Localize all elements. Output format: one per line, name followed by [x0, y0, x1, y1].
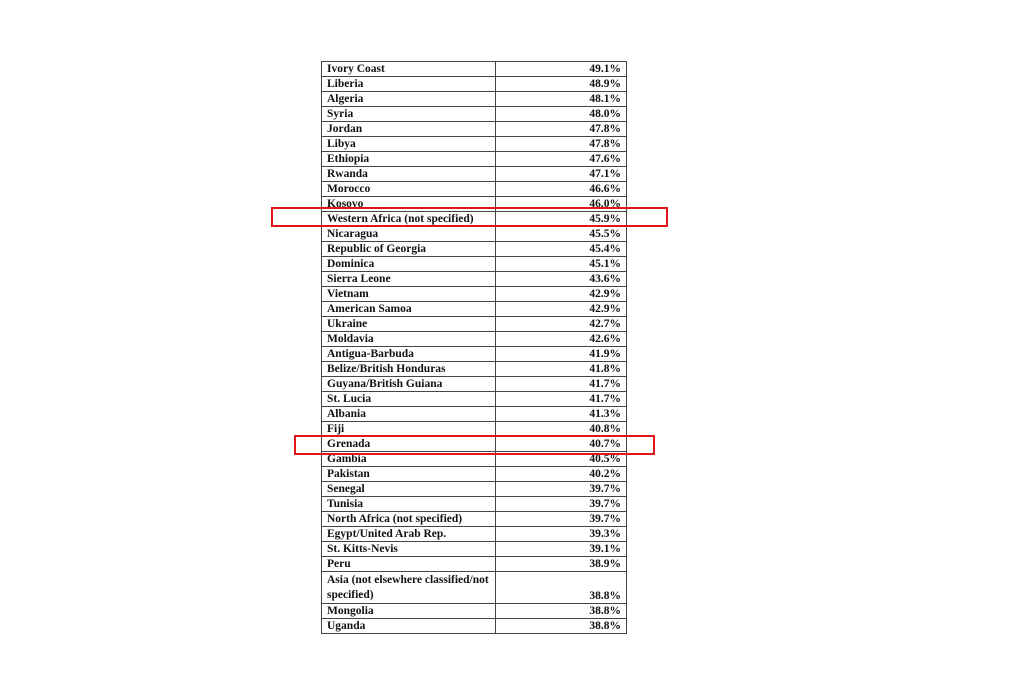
country-cell: Morocco: [322, 182, 496, 197]
table-row: [322, 137, 627, 152]
percent-cell: 41.8%: [495, 362, 626, 377]
country-cell: Egypt/United Arab Rep.: [322, 527, 496, 542]
percent-cell: 43.6%: [495, 272, 626, 287]
percent-cell: 38.8%: [495, 604, 626, 619]
table-row: [322, 77, 627, 92]
table-row: [322, 527, 627, 542]
table-row: [322, 407, 627, 422]
table-row: [322, 122, 627, 137]
country-cell: St. Kitts-Nevis: [322, 542, 496, 557]
table-row: [322, 182, 627, 197]
table-row: [322, 482, 627, 497]
table-row: [322, 167, 627, 182]
table-row: [322, 542, 627, 557]
percent-cell: 48.9%: [495, 77, 626, 92]
table-row: [322, 347, 627, 362]
percent-cell: 45.5%: [495, 227, 626, 242]
percent-cell: 46.0%: [495, 197, 626, 212]
table-row: [322, 422, 627, 437]
percent-cell: 49.1%: [495, 62, 626, 77]
percent-cell: 40.2%: [495, 467, 626, 482]
table-row: [322, 227, 627, 242]
country-cell: Ivory Coast: [322, 62, 496, 77]
table-row: [322, 287, 627, 302]
percent-cell: 48.0%: [495, 107, 626, 122]
data-table-container: [321, 61, 627, 634]
country-cell: Tunisia: [322, 497, 496, 512]
table-row: [322, 242, 627, 257]
percent-cell: 39.7%: [495, 497, 626, 512]
country-cell: Antigua-Barbuda: [322, 347, 496, 362]
percent-cell: 39.1%: [495, 542, 626, 557]
percent-cell: 41.3%: [495, 407, 626, 422]
country-cell: Senegal: [322, 482, 496, 497]
table-row: [322, 362, 627, 377]
percent-cell: 45.9%: [495, 212, 626, 227]
country-cell: Belize/British Honduras: [322, 362, 496, 377]
table-row: [322, 619, 627, 634]
country-cell: Ukraine: [322, 317, 496, 332]
country-cell: Moldavia: [322, 332, 496, 347]
percent-cell: 45.1%: [495, 257, 626, 272]
country-cell: Uganda: [322, 619, 496, 634]
percent-cell: 40.8%: [495, 422, 626, 437]
percent-cell: 40.7%: [495, 437, 626, 452]
percent-cell: 41.7%: [495, 392, 626, 407]
table-row: [322, 604, 627, 619]
percent-cell: 39.7%: [495, 512, 626, 527]
table-row: [322, 332, 627, 347]
country-cell: Jordan: [322, 122, 496, 137]
table-row: [322, 572, 627, 604]
country-cell: Asia (not elsewhere classified/not specified): [322, 572, 496, 604]
percent-cell: 47.6%: [495, 152, 626, 167]
table-row: [322, 197, 627, 212]
country-cell: Fiji: [322, 422, 496, 437]
country-cell: American Samoa: [322, 302, 496, 317]
table-row: [322, 512, 627, 527]
table-row: [322, 557, 627, 572]
country-cell: North Africa (not specified): [322, 512, 496, 527]
percent-cell: 38.9%: [495, 557, 626, 572]
country-cell: Libya: [322, 137, 496, 152]
country-cell: Nicaragua: [322, 227, 496, 242]
percent-cell: 47.1%: [495, 167, 626, 182]
country-cell: Peru: [322, 557, 496, 572]
country-cell: Liberia: [322, 77, 496, 92]
table-body: [322, 62, 627, 634]
country-cell: Sierra Leone: [322, 272, 496, 287]
country-cell: Western Africa (not specified): [322, 212, 496, 227]
country-cell: Syria: [322, 107, 496, 122]
table-row: [322, 152, 627, 167]
table-row: [322, 392, 627, 407]
percent-cell: 39.7%: [495, 482, 626, 497]
country-cell: Guyana/British Guiana: [322, 377, 496, 392]
table-row: [322, 497, 627, 512]
percent-cell: 47.8%: [495, 137, 626, 152]
table-row: [322, 317, 627, 332]
country-cell: Mongolia: [322, 604, 496, 619]
percent-cell: 41.9%: [495, 347, 626, 362]
percent-cell: 46.6%: [495, 182, 626, 197]
country-cell: Dominica: [322, 257, 496, 272]
percent-cell: 42.9%: [495, 287, 626, 302]
country-cell: Gambia: [322, 452, 496, 467]
table-row: [322, 107, 627, 122]
table-row: [322, 257, 627, 272]
table-row: [322, 92, 627, 107]
country-cell: St. Lucia: [322, 392, 496, 407]
percent-cell: 38.8%: [495, 572, 626, 604]
country-cell: Albania: [322, 407, 496, 422]
percent-cell: 45.4%: [495, 242, 626, 257]
country-cell: Republic of Georgia: [322, 242, 496, 257]
percent-cell: 42.9%: [495, 302, 626, 317]
percent-cell: 42.6%: [495, 332, 626, 347]
country-cell: Ethiopia: [322, 152, 496, 167]
table-row: [322, 272, 627, 287]
percent-cell: 48.1%: [495, 92, 626, 107]
percent-cell: 42.7%: [495, 317, 626, 332]
table-row: [322, 62, 627, 77]
percent-cell: 38.8%: [495, 619, 626, 634]
country-percent-table: [321, 61, 627, 634]
country-cell: Kosovo: [322, 197, 496, 212]
table-row: [322, 302, 627, 317]
table-row: [322, 437, 627, 452]
country-cell: Vietnam: [322, 287, 496, 302]
table-row: [322, 377, 627, 392]
table-row: [322, 467, 627, 482]
country-cell: Rwanda: [322, 167, 496, 182]
percent-cell: 40.5%: [495, 452, 626, 467]
country-cell: Algeria: [322, 92, 496, 107]
table-row: [322, 212, 627, 227]
percent-cell: 39.3%: [495, 527, 626, 542]
percent-cell: 47.8%: [495, 122, 626, 137]
country-cell: Pakistan: [322, 467, 496, 482]
country-cell: Grenada: [322, 437, 496, 452]
percent-cell: 41.7%: [495, 377, 626, 392]
table-row: [322, 452, 627, 467]
